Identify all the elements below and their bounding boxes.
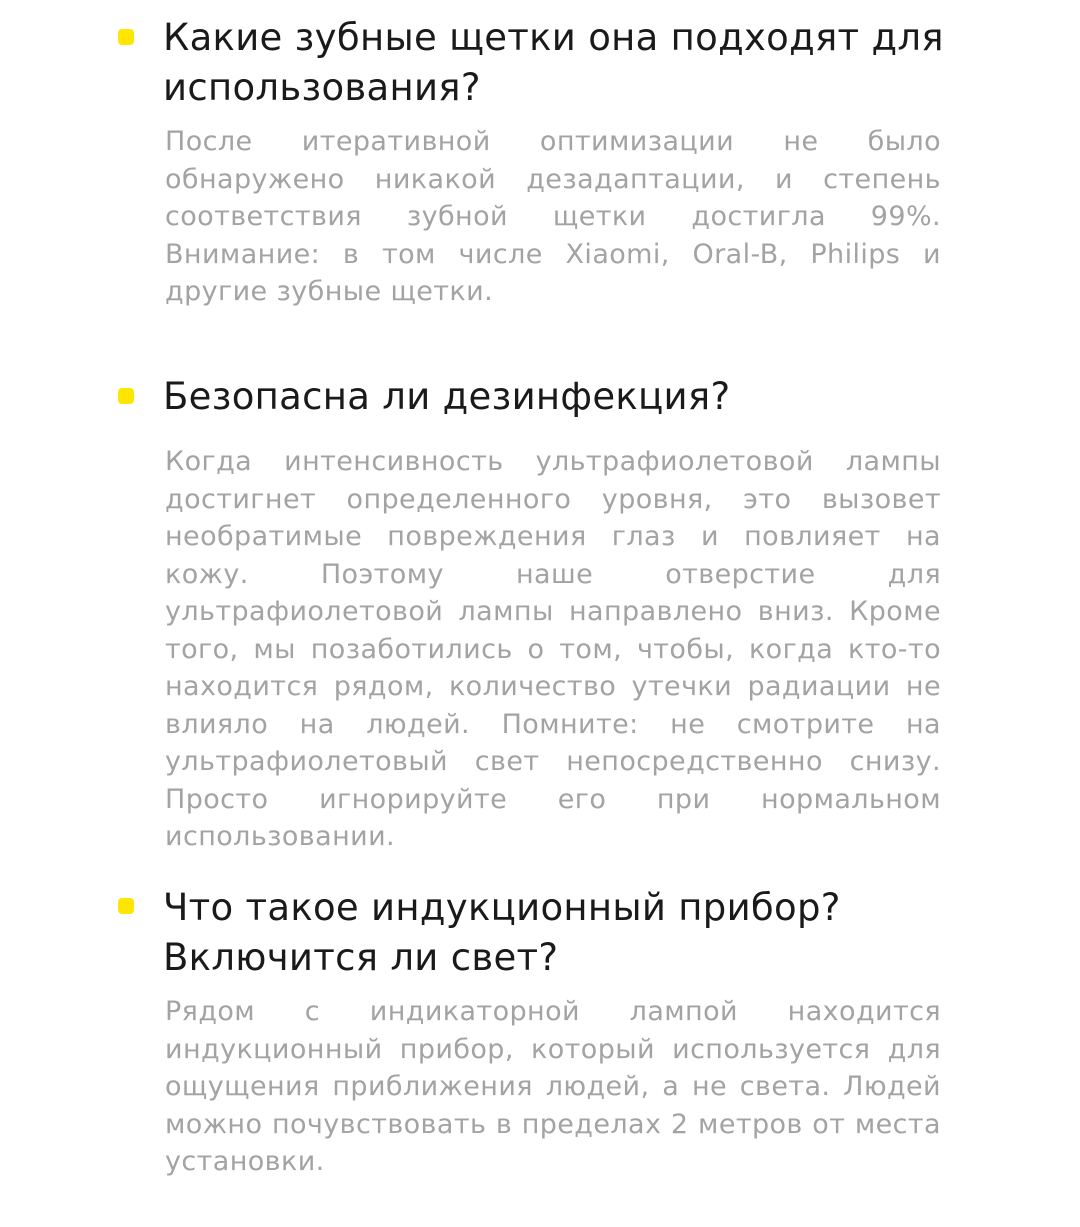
faq-question: Что такое индукционный прибор? Включится ли свет?	[163, 886, 841, 979]
faq-question: Безопасна ли дезинфекция?	[163, 375, 731, 418]
yellow-bullet-icon	[118, 29, 134, 45]
yellow-bullet-icon	[118, 388, 134, 404]
faq-question: Какие зубные щетки она подходят для использования?	[163, 16, 944, 109]
faq-answer: Когда интенсивность ультрафиолетовой лампы достигнет определенного уровня, это вызовет необратимые повреждения глаз и повлияет на кожу. Поэтому наше отверстие для ультрафиолетовой лампы направлено вниз. Кроме того, мы позаботились о том, чтобы, когда кто-то находится рядом, количество утечки радиации не влияло на людей. Помните: не смотрите на ультрафиолетовый свет непосредственно снизу. Просто игнорируйте его при нормальном использовании.	[165, 446, 941, 852]
faq-answer: Рядом с индикаторной лампой находится индукционный прибор, который используется для ощущения приближения людей, а не света. Людей можно почувствовать в пределах 2 метров от места установки.	[165, 996, 941, 1177]
yellow-bullet-icon	[118, 898, 134, 914]
faq-answer: После итеративной оптимизации не было обнаружено никакой дезадаптации, и степень соответствия зубной щетки достигла 99%. Внимание: в том числе Xiaomi, Oral-B, Philips и другие зубные щетки.	[165, 126, 941, 307]
